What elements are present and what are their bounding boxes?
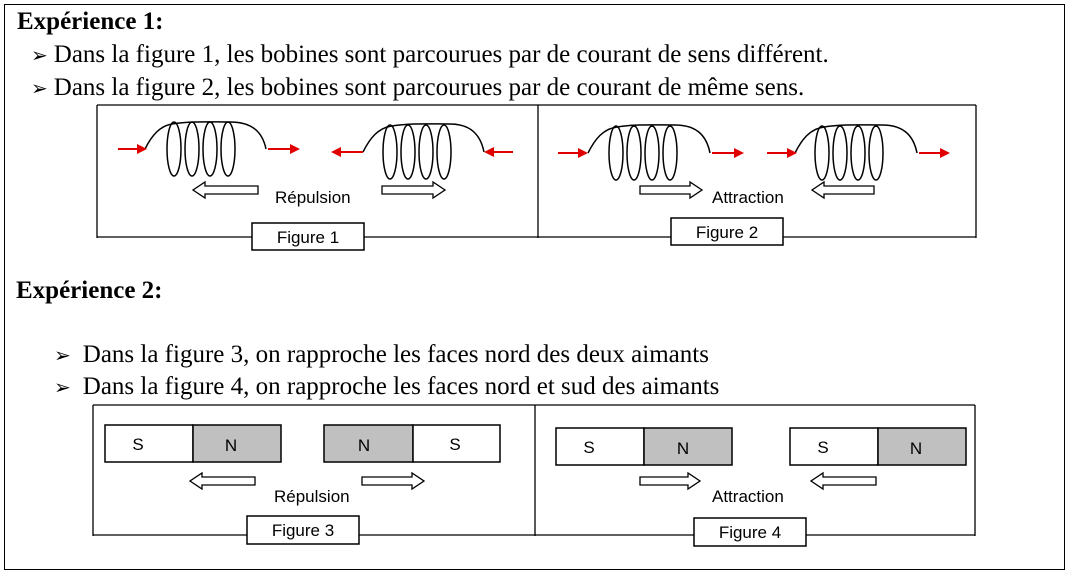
arrowhead-bullet-icon: ➢ xyxy=(31,78,48,100)
magnet4-right-pole-b: N xyxy=(909,439,923,458)
hollow-arrow-left-icon xyxy=(190,473,255,489)
figure4-caption: Figure 4 xyxy=(718,523,782,542)
exp1-bullet-1-text: Dans la figure 1, les bobines sont parcourues par de courant de sens différent. xyxy=(53,41,829,68)
magnet3-right-pole-a: N xyxy=(357,436,371,455)
figure3-caption: Figure 3 xyxy=(271,521,335,540)
arrowhead-bullet-icon: ➢ xyxy=(54,377,71,399)
arrowhead-bullet-icon: ➢ xyxy=(54,345,71,367)
magnet3-left-pole-a: S xyxy=(132,435,144,454)
exp1-bullet-2-text: Dans la figure 2, les bobines sont parcourues par de courant de même sens. xyxy=(53,74,805,101)
hollow-arrow-left-icon xyxy=(811,473,876,489)
magnet-figure3-right xyxy=(324,425,500,462)
hollow-arrow-right-icon xyxy=(362,473,424,489)
figure4-effect-label: Attraction xyxy=(712,487,784,506)
figure1-caption: Figure 1 xyxy=(276,228,340,247)
figure3-effect-label: Répulsion xyxy=(274,487,350,506)
magnet3-left-pole-b: N xyxy=(224,436,238,455)
magnet4-left-pole-a: S xyxy=(583,438,595,457)
figure1-effect-label: Répulsion xyxy=(275,188,351,207)
magnet3-right-pole-b: S xyxy=(449,435,461,454)
exp1-title: Expérience 1: xyxy=(17,8,164,35)
magnet4-right-pole-a: S xyxy=(817,438,829,457)
arrowhead-bullet-icon: ➢ xyxy=(31,45,48,67)
exp2-bullet-1-text: Dans la figure 3, on rapproche les faces nord des deux aimants xyxy=(82,341,709,368)
exp2-bullet-2-text: Dans la figure 4, on rapproche les faces nord et sud des aimants xyxy=(82,373,720,400)
figure2-effect-label: Attraction xyxy=(712,188,784,207)
hollow-arrow-right-icon xyxy=(640,473,700,489)
exp2-title: Expérience 2: xyxy=(16,277,163,304)
figure2-caption: Figure 2 xyxy=(695,223,759,242)
magnet4-left-pole-b: N xyxy=(676,439,690,458)
